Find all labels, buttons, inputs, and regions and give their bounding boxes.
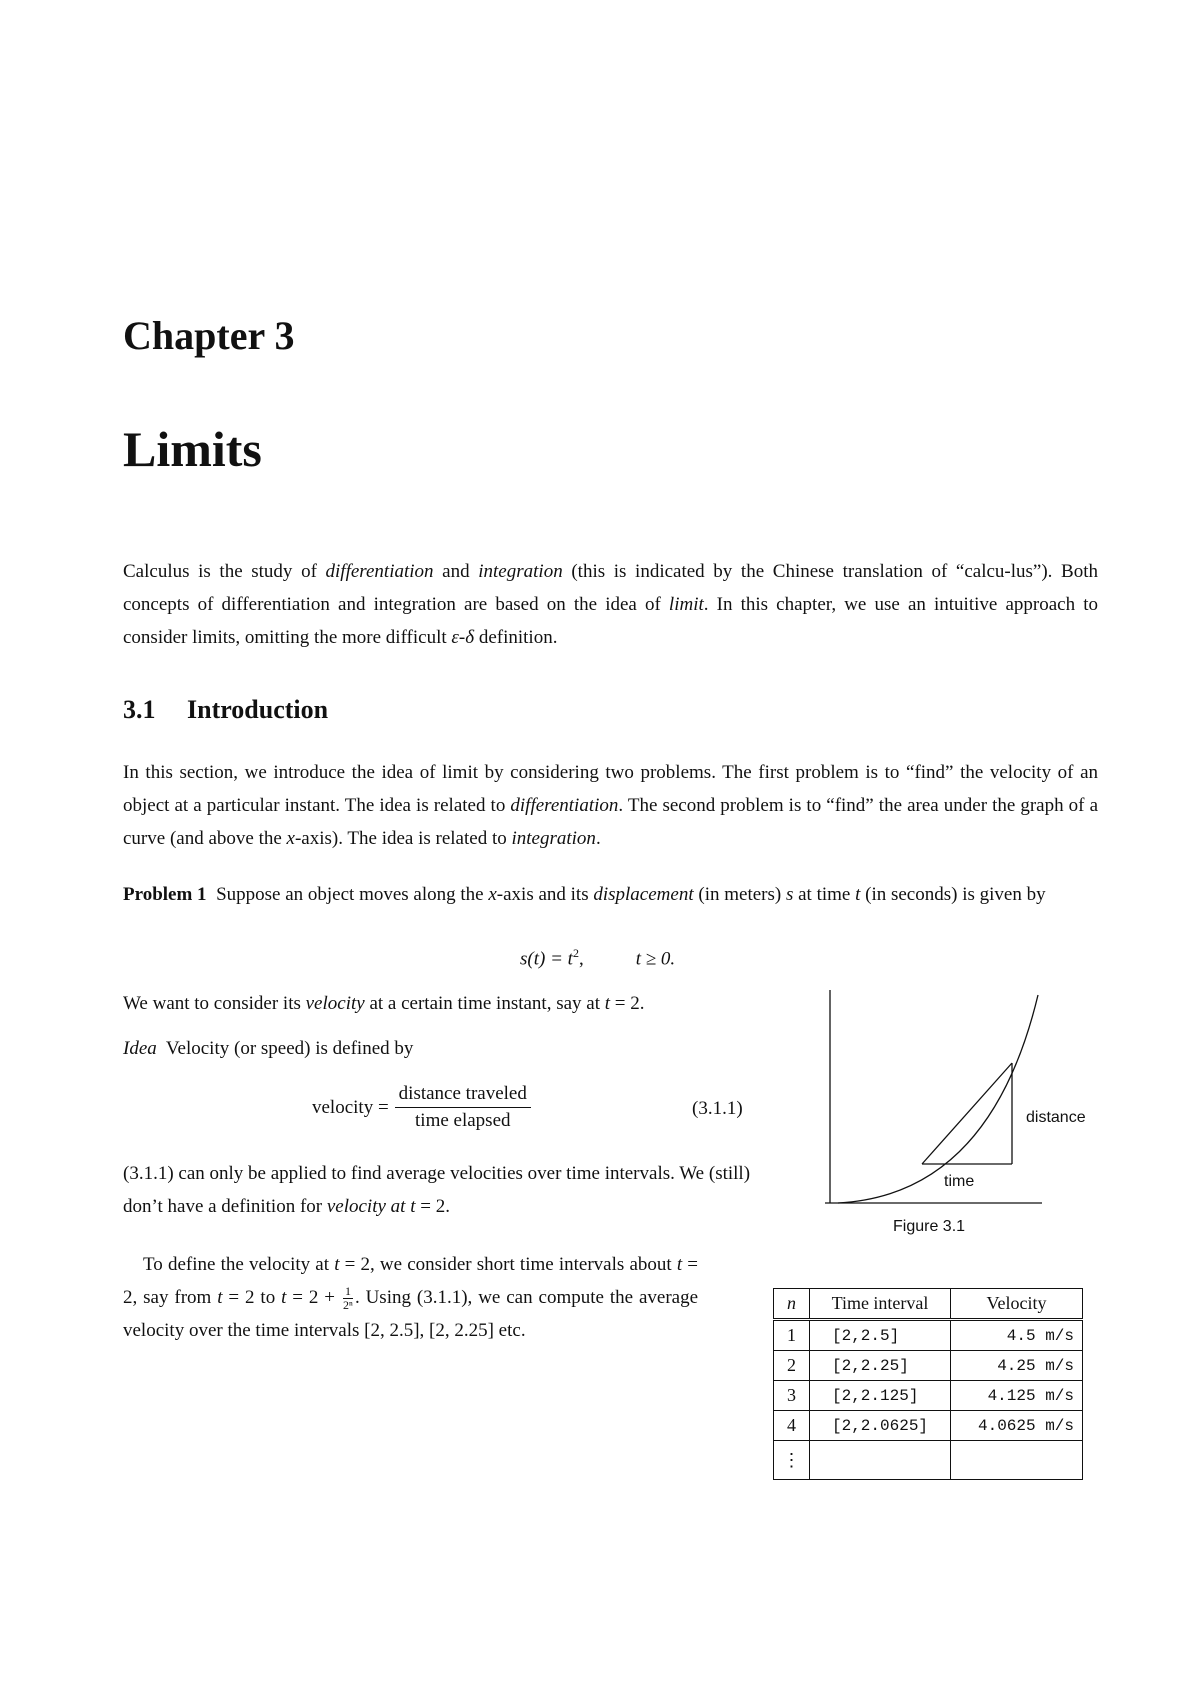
parabola-curve: [838, 995, 1038, 1203]
want-sentence: We want to consider its velocity at a certain time instant, say at t = 2.: [123, 993, 645, 1014]
section-number: 3.1: [123, 695, 156, 724]
problem-1-paragraph: Problem 1 Suppose an object moves along the x-axis and its displacement (in meters) s at time t (in seconds) is given by: [123, 884, 1046, 905]
velocity-table: [773, 1288, 1083, 1480]
velocity-fraction: $\frac{\text{distance traveled}}{\text{time elapsed}}$: [395, 1083, 531, 1132]
table-row-continuation: [774, 1441, 1083, 1480]
cell-interval: [2,2.5]: [810, 1320, 951, 1351]
cell-velocity: 4.5 m/s: [951, 1320, 1083, 1351]
cell-velocity: 4.125 m/s: [951, 1381, 1083, 1411]
displacement-equation: $s(t) = t^2$, t ≥ 0.: [520, 946, 676, 970]
cell-interval: [2,2.0625]: [810, 1411, 951, 1441]
cell-n: 2: [774, 1351, 810, 1381]
header-n: n: [774, 1289, 810, 1320]
figure-3-1: [810, 985, 1110, 1215]
cell-n: 1: [774, 1320, 810, 1351]
section-heading: [123, 695, 328, 725]
average-velocity-note: (3.1.1) can only be applied to find average velocities over time intervals. We (still) don’t have a definition for velocity at t = 2.: [123, 1163, 751, 1217]
secant-line: [922, 1063, 1012, 1164]
cell-velocity: 4.25 m/s: [951, 1351, 1083, 1381]
header-time-interval: Time interval: [810, 1289, 951, 1320]
cell-interval: [2,2.125]: [810, 1381, 951, 1411]
equation-number: (3.1.1): [692, 1098, 743, 1119]
cell-velocity: 4.0625 m/s: [951, 1411, 1083, 1441]
section-title: Introduction: [187, 695, 329, 724]
figure-caption: Figure 3.1: [893, 1218, 966, 1235]
time-label: time: [944, 1173, 975, 1190]
chapter-title: Limits: [123, 421, 262, 477]
idea-sentence: Idea Velocity (or speed) is defined by: [123, 1038, 414, 1059]
table-row: [774, 1411, 1083, 1441]
header-velocity: Velocity: [951, 1289, 1083, 1320]
problem-label: Problem 1: [123, 884, 207, 905]
velocity-equation: velocity = $\frac{\text{distance traveled}}{\text{time elapsed}}$: [312, 1083, 531, 1132]
section-paragraph: In this section, we introduce the idea of limit by considering two problems. The first problem is to “find” the velocity of an object at a particular instant. The idea is related to differentiation. The second problem is to “find” the area under the graph of a curve (and above the x-axis). The idea is related to integration.: [123, 762, 1099, 849]
define-velocity-paragraph: To define the velocity at t = 2, we consider short time intervals about t = 2, say from t = 2 to t = 2 + $\frac{1}{\text{2ⁿ}}$ . Using (3.1.1), we can compute the average velocity over the time intervals [2, 2.5], [2, 2.25] etc.: [123, 1254, 699, 1341]
idea-label: Idea: [123, 1038, 157, 1059]
chapter-label: Chapter 3: [123, 313, 295, 358]
cell-n: 4: [774, 1411, 810, 1441]
distance-label: distance: [1026, 1109, 1086, 1126]
table-row: [774, 1320, 1083, 1351]
table-header-row: [774, 1289, 1083, 1320]
table-row: [774, 1351, 1083, 1381]
empty-cell: [951, 1441, 1083, 1480]
intro-paragraph: Calculus is the study of differentiation and integration (this is indicated by the Chinese translation of “calcu-lus”). Both concepts of differentiation and integration are based on the idea of limit. In this chapter, we use an intuitive approach to consider limits, omitting the more difficult ε-δ definition.: [123, 561, 1099, 648]
small-fraction: $\frac{1}{\text{2ⁿ}}$: [343, 1284, 353, 1313]
table-row: [774, 1381, 1083, 1411]
empty-cell: [810, 1441, 951, 1480]
cell-n: 3: [774, 1381, 810, 1411]
vertical-ellipsis: ⋮: [774, 1441, 810, 1480]
cell-interval: [2,2.25]: [810, 1351, 951, 1381]
